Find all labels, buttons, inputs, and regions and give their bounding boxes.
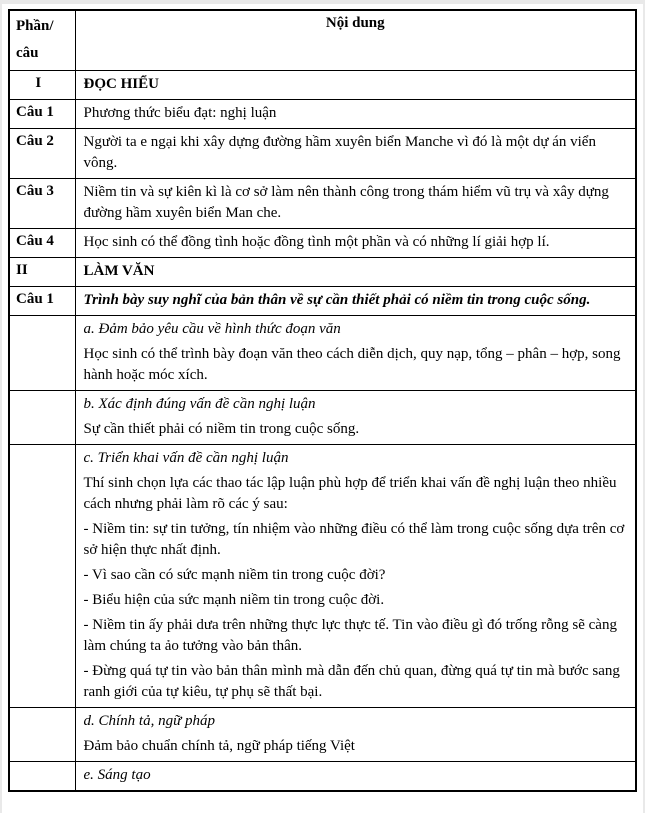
row-content-cell xyxy=(75,316,636,391)
criterion-heading: d. Chính tả, ngữ pháp xyxy=(83,713,216,729)
answer-key-table xyxy=(8,9,637,792)
answer-text: Phương thức biểu đạt: nghị luận xyxy=(83,105,277,121)
answer-text: Người ta e ngại khi xây dựng đường hầm xuyên biển Manche vì đó là một dự án viển vông. xyxy=(83,134,596,171)
section-title: ĐỌC HIỂU xyxy=(83,76,159,92)
header-content-label: Nội dung xyxy=(325,15,385,31)
row-id-cell xyxy=(9,445,75,708)
table-row xyxy=(9,100,636,129)
criterion-heading: b. Xác định đúng vấn đề cần nghị luận xyxy=(83,396,316,412)
row-id-cell: Câu 1 xyxy=(9,100,75,129)
essay-prompt: Trình bày suy nghĩ của bản thân về sự cần thiết phải có niềm tin trong cuộc sống. xyxy=(83,292,591,308)
criterion-bullet: - Đừng quá tự tin vào bản thân mình mà dẫn đến chủ quan, đừng quá tự tin mà bước sang ranh giới của tự kiêu, tự phụ sẽ thất bại. xyxy=(83,663,620,700)
row-content-cell xyxy=(75,100,636,129)
criterion-bullet: - Niềm tin ấy phải dưa trên những thực lực thực tế. Tin vào điều gì đó trống rỗng sẽ càng làm chúng ta ảo tưởng vào bản thân. xyxy=(83,617,617,654)
table-row xyxy=(9,316,636,391)
table-row xyxy=(9,129,636,179)
row-id-cell: Câu 3 xyxy=(9,179,75,229)
row-content-cell xyxy=(75,179,636,229)
row-content-cell xyxy=(75,129,636,179)
criterion-detail: Sự cần thiết phải có niềm tin trong cuộc sống. xyxy=(83,421,360,437)
criterion-heading: a. Đảm bảo yêu cầu về hình thức đoạn văn xyxy=(83,321,341,337)
criterion-detail: Học sinh có thể trình bày đoạn văn theo cách diễn dịch, quy nạp, tổng – phân – hợp, song hành hoặc móc xích. xyxy=(83,346,621,383)
table-row xyxy=(9,179,636,229)
criterion-bullet: - Vì sao cần có sức mạnh niềm tin trong cuộc đời? xyxy=(83,567,386,583)
row-id-cell: Câu 2 xyxy=(9,129,75,179)
answer-text: Niềm tin và sự kiên kì là cơ sở làm nên thành công trong thám hiểm vũ trụ và xây dựng đường hầm xuyên biển Man che. xyxy=(83,184,609,221)
row-id-cell: I xyxy=(9,71,75,100)
row-id-cell xyxy=(9,316,75,391)
row-content-cell xyxy=(75,762,636,792)
table-row xyxy=(9,708,636,762)
table-row xyxy=(9,71,636,100)
criterion-bullet: - Biểu hiện của sức mạnh niềm tin trong cuộc đời. xyxy=(83,592,385,608)
row-content-cell xyxy=(75,287,636,316)
table-row xyxy=(9,445,636,708)
document-page xyxy=(2,4,643,813)
header-part-label: Phần/ xyxy=(16,18,54,34)
row-id-cell: Câu 4 xyxy=(9,229,75,258)
header-question-label: câu xyxy=(16,45,39,61)
row-content-cell xyxy=(75,445,636,708)
table-row xyxy=(9,229,636,258)
row-content-cell xyxy=(75,391,636,445)
row-id-cell xyxy=(9,762,75,792)
answer-text: Học sinh có thể đồng tình hoặc đồng tình một phần và có những lí giải hợp lí. xyxy=(83,234,550,250)
row-content-cell xyxy=(75,258,636,287)
criterion-detail: Thí sinh chọn lựa các thao tác lập luận phù hợp để triển khai vấn đề nghị luận theo nhiều cách nhưng phải làm rõ các ý sau: xyxy=(83,475,617,512)
table-row xyxy=(9,762,636,792)
criterion-detail: Đảm bảo chuẩn chính tả, ngữ pháp tiếng Việt xyxy=(83,738,355,754)
row-content-cell xyxy=(75,708,636,762)
criterion-bullet: - Niềm tin: sự tin tưởng, tín nhiệm vào những điều có thể làm trong cuộc sống dựa trên cơ sở hiện thực nhất định. xyxy=(83,521,625,558)
row-content-cell xyxy=(75,71,636,100)
table-row xyxy=(9,258,636,287)
row-id-cell: II xyxy=(9,258,75,287)
row-content-cell xyxy=(75,229,636,258)
row-id-cell: Câu 1 xyxy=(9,287,75,316)
criterion-heading: c. Triển khai vấn đề cần nghị luận xyxy=(83,450,289,466)
table-header-row xyxy=(9,10,636,71)
row-id-cell xyxy=(9,391,75,445)
table-row xyxy=(9,287,636,316)
header-part-question-cell xyxy=(9,10,75,71)
section-title: LÀM VĂN xyxy=(83,263,155,279)
table-row xyxy=(9,391,636,445)
row-id-cell xyxy=(9,708,75,762)
criterion-heading: e. Sáng tạo xyxy=(83,767,151,783)
header-content-cell xyxy=(75,10,636,71)
